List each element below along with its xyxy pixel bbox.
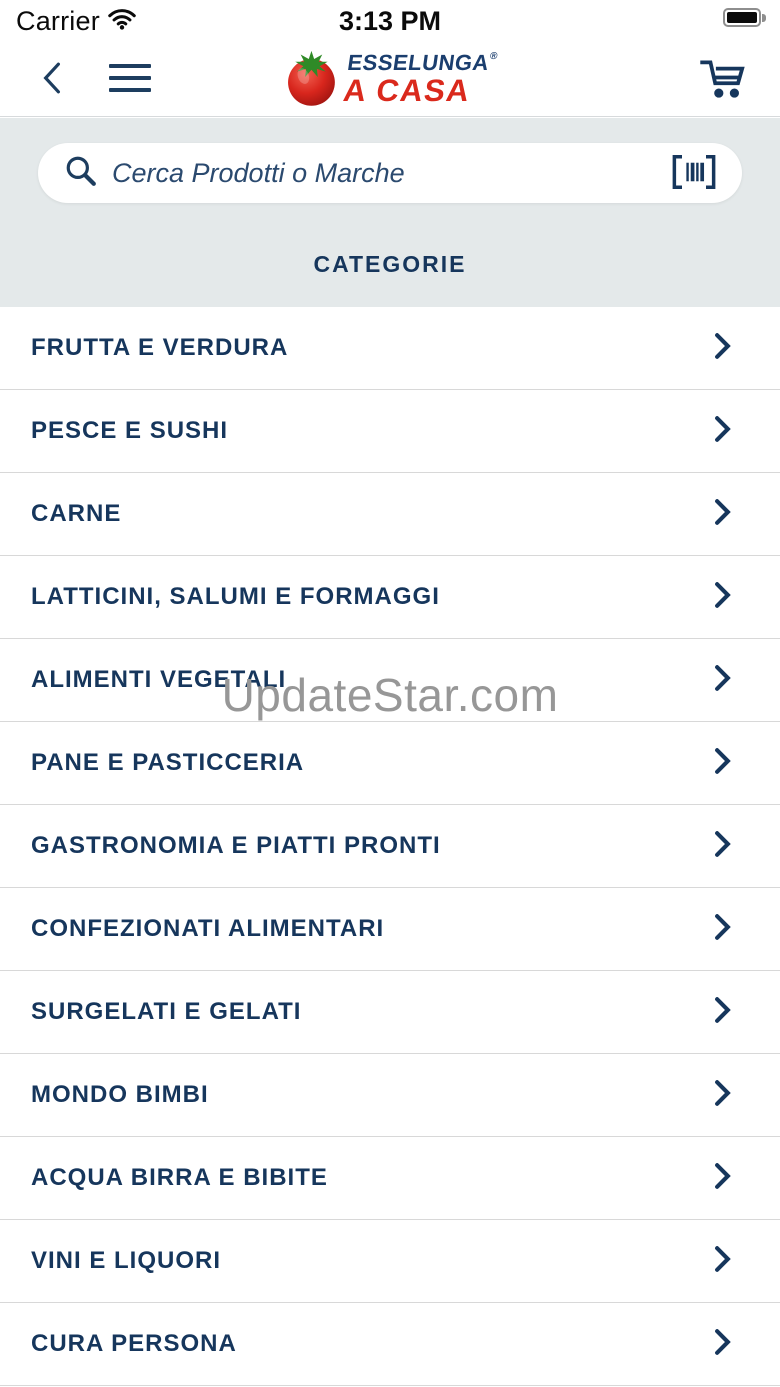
chevron-right-icon: [713, 996, 732, 1029]
status-bar: [0, 0, 780, 42]
category-list: [0, 307, 780, 1386]
esselunga-logo[interactable]: [285, 47, 499, 112]
category-label: CARNE: [31, 500, 122, 527]
registered-mark: ®: [489, 51, 499, 62]
logo-text-a-casa: A CASA: [341, 73, 473, 108]
chevron-right-icon: [713, 1328, 732, 1361]
logo-text-esselunga: ESSELUNGA®: [345, 50, 499, 75]
chevron-right-icon: [713, 1162, 732, 1195]
tomato-icon: [285, 47, 339, 112]
chevron-right-icon: [713, 1245, 732, 1278]
category-row[interactable]: [0, 1054, 780, 1137]
category-label: PESCE E SUSHI: [31, 417, 229, 444]
chevron-right-icon: [713, 1079, 732, 1112]
category-label: PANE E PASTICCERIA: [31, 749, 305, 776]
category-row[interactable]: [0, 390, 780, 473]
search-input[interactable]: [112, 158, 656, 189]
chevron-right-icon: [713, 415, 732, 448]
category-label: CONFEZIONATI ALIMENTARI: [31, 915, 385, 942]
category-label: LATTICINI, SALUMI E FORMAGGI: [31, 583, 440, 610]
nav-bar: [0, 42, 780, 117]
search-icon: [64, 154, 98, 193]
category-row[interactable]: [0, 639, 780, 722]
category-row[interactable]: [0, 1220, 780, 1303]
cart-icon: [698, 55, 750, 104]
hamburger-icon: [108, 61, 152, 98]
chevron-right-icon: [713, 913, 732, 946]
back-button[interactable]: [30, 57, 74, 101]
barcode-scan-icon: [670, 153, 718, 194]
category-label: FRUTTA E VERDURA: [31, 334, 289, 361]
chevron-right-icon: [713, 332, 732, 365]
category-label: MONDO BIMBI: [31, 1081, 209, 1108]
chevron-right-icon: [713, 581, 732, 614]
chevron-right-icon: [713, 747, 732, 780]
chevron-right-icon: [713, 664, 732, 697]
battery-icon: [723, 8, 766, 27]
category-label: VINI E LIQUORI: [31, 1247, 222, 1274]
category-row[interactable]: [0, 971, 780, 1054]
menu-button[interactable]: [104, 57, 156, 101]
category-label: GASTRONOMIA E PIATTI PRONTI: [31, 832, 441, 859]
category-row[interactable]: [0, 473, 780, 556]
chevron-right-icon: [713, 498, 732, 531]
category-row[interactable]: [0, 556, 780, 639]
section-title: CATEGORIE: [313, 251, 467, 277]
status-time: 3:13 PM: [338, 5, 442, 36]
category-row[interactable]: [0, 805, 780, 888]
category-row[interactable]: [0, 1137, 780, 1220]
back-chevron-icon: [41, 61, 63, 98]
category-row[interactable]: [0, 307, 780, 390]
watermark: UpdateStar.com: [221, 669, 559, 721]
category-row[interactable]: [0, 1303, 780, 1386]
category-label: ACQUA BIRRA E BIBITE: [31, 1164, 328, 1191]
header-section: [0, 118, 780, 307]
carrier-label: Carrier: [16, 5, 100, 36]
category-label: ALIMENTI VEGETALI: [31, 666, 287, 693]
chevron-right-icon: [713, 830, 732, 863]
search-bar[interactable]: [38, 143, 742, 203]
category-label: CURA PERSONA: [31, 1330, 237, 1357]
cart-button[interactable]: [696, 54, 752, 104]
category-row[interactable]: [0, 888, 780, 971]
barcode-scan-button[interactable]: [670, 153, 718, 194]
category-label: SURGELATI E GELATI: [31, 998, 302, 1025]
category-row[interactable]: [0, 722, 780, 805]
